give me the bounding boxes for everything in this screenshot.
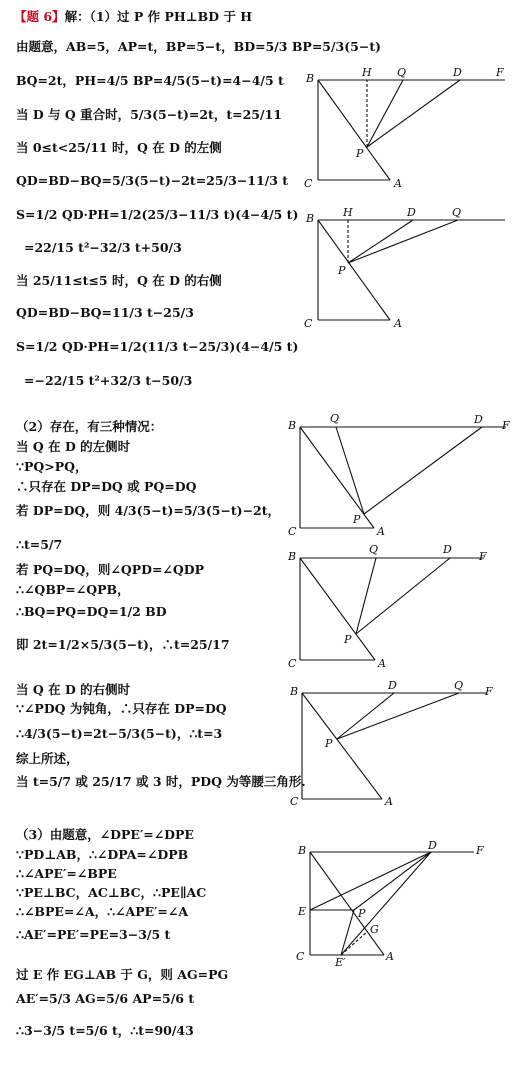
fig6-label-P: P bbox=[358, 907, 366, 920]
part2-line-10: 当 Q 在 D 的右侧时 bbox=[16, 682, 131, 697]
fig3-label-P: P bbox=[353, 513, 361, 526]
fig6-label-E: E bbox=[298, 905, 307, 918]
fig1-label-D: D bbox=[453, 66, 462, 79]
fig3-label-C: C bbox=[288, 525, 297, 538]
figure-2 bbox=[300, 200, 520, 335]
fig1-label-F: F bbox=[496, 66, 504, 79]
part2-line-11: ∵∠PDQ 为钝角，∴只存在 DP=DQ bbox=[16, 701, 227, 716]
fig2-label-A: A bbox=[394, 317, 402, 330]
fig4-label-D: D bbox=[443, 543, 452, 556]
part2-line-5: ∴t=5/7 bbox=[16, 537, 63, 552]
part3-line-6: 过 E 作 EG⊥AB 于 G，则 AG=PG bbox=[16, 967, 229, 982]
part2-line-3: ∴只存在 DP=DQ 或 PQ=DQ bbox=[16, 479, 197, 494]
part1-line-7: =22/15 t²−32/3 t+50/3 bbox=[24, 240, 182, 255]
part1-line-5: QD=BD−BQ=5/3(5−t)−2t=25/3−11/3 t bbox=[16, 173, 289, 188]
part3-line-8: ∴3−3/5 t=5/6 t，∴t=90/43 bbox=[16, 1023, 194, 1038]
part1-line-3: 当 D 与 Q 重合时，5/3(5−t)=2t，t=25/11 bbox=[16, 107, 282, 122]
fig5-label-P: P bbox=[325, 737, 333, 750]
part1-line-2: BQ=2t，PH=4/5 BP=4/5(5−t)=4−4/5 t bbox=[16, 73, 284, 88]
fig5-label-B: B bbox=[290, 685, 299, 698]
fig5-label-C: C bbox=[290, 795, 299, 808]
fig2-label-P: P bbox=[338, 264, 346, 277]
fig2-label-Q: Q bbox=[452, 206, 462, 219]
part3-line-1: ∵PD⊥AB，∴∠DPA=∠DPB bbox=[16, 847, 189, 862]
part1-line-10: S=1/2 QD·PH=1/2(11/3 t−25/3)(4−4/5 t) bbox=[16, 339, 299, 354]
fig3-label-F: F bbox=[502, 419, 510, 432]
part3-line-0: （3）由题意，∠DPE′=∠DPE bbox=[16, 827, 194, 842]
fig6-label-A: A bbox=[386, 950, 394, 963]
fig2-label-C: C bbox=[304, 317, 313, 330]
fig5-label-F: F bbox=[485, 685, 493, 698]
fig1-label-A: A bbox=[394, 177, 402, 190]
fig1-label-H: H bbox=[362, 66, 372, 79]
fig3-label-B: B bbox=[288, 419, 297, 432]
part3-line-2: ∴∠APE′=∠BPE bbox=[16, 866, 117, 881]
figure-2-svg bbox=[300, 200, 520, 335]
part2-line-0: （2）存在，有三种情况： bbox=[16, 419, 163, 434]
figure-4 bbox=[284, 540, 520, 675]
fig2-label-B: B bbox=[306, 212, 315, 225]
part1-line-8: 当 25/11≤t≤5 时，Q 在 D 的右侧 bbox=[16, 273, 222, 288]
fig6-label-D: D bbox=[428, 839, 437, 852]
part1-line-11: =−22/15 t²+32/3 t−50/3 bbox=[24, 373, 193, 388]
figure-3-svg bbox=[284, 408, 520, 543]
figure-6-svg bbox=[284, 835, 520, 970]
fig1-label-C: C bbox=[304, 177, 313, 190]
fig4-label-P: P bbox=[344, 633, 352, 646]
part2-line-13: 综上所述， bbox=[16, 751, 79, 766]
fig5-label-D: D bbox=[388, 679, 397, 692]
figure-6 bbox=[284, 835, 520, 970]
fig1-label-Q: Q bbox=[397, 66, 407, 79]
part2-line-12: ∴4/3(5−t)=2t−5/3(5−t)，∴t=3 bbox=[16, 726, 223, 741]
fig4-label-F: F bbox=[479, 550, 487, 563]
fig2-label-D: D bbox=[407, 206, 416, 219]
part3-line-7: AE′=5/3 AG=5/6 AP=5/6 t bbox=[16, 991, 195, 1006]
fig3-label-A: A bbox=[377, 525, 385, 538]
part3-line-4: ∴∠BPE=∠A，∴∠APE′=∠A bbox=[16, 904, 189, 919]
part1-line-9: QD=BD−BQ=11/3 t−25/3 bbox=[16, 305, 194, 320]
figure-1 bbox=[300, 60, 520, 195]
fig2-label-H: H bbox=[343, 206, 353, 219]
fig3-label-Q: Q bbox=[330, 412, 340, 425]
problem-header-line bbox=[14, 10, 252, 24]
figure-3 bbox=[284, 408, 520, 543]
part2-line-6: 若 PQ=DQ，则∠QPD=∠QDP bbox=[16, 562, 205, 577]
fig4-label-A: A bbox=[378, 657, 386, 670]
fig1-label-B: B bbox=[306, 72, 315, 85]
figure-4-svg bbox=[284, 540, 520, 675]
part2-line-8: ∴BQ=PQ=DQ=1/2 BD bbox=[16, 604, 167, 619]
fig4-label-Q: Q bbox=[369, 543, 379, 556]
fig5-label-Q: Q bbox=[454, 679, 464, 692]
figure-5-svg bbox=[284, 673, 520, 813]
fig6-label-B: B bbox=[298, 844, 307, 857]
part2-line-9: 即 2t=1/2×5/3(5−t)，∴t=25/17 bbox=[16, 637, 230, 652]
part2-line-1: 当 Q 在 D 的左侧时 bbox=[16, 439, 131, 454]
fig5-label-A: A bbox=[385, 795, 393, 808]
part2-line-4: 若 DP=DQ，则 4/3(5−t)=5/3(5−t)−2t， bbox=[16, 503, 281, 518]
fig1-label-P: P bbox=[356, 147, 364, 160]
part2-line-2: ∵PQ>PQ， bbox=[16, 459, 88, 474]
figure-1-svg bbox=[300, 60, 520, 195]
part2-line-14: 当 t=5/7 或 25/17 或 3 时，PDQ 为等腰三角形. bbox=[16, 774, 306, 789]
fig6-label-F: F bbox=[476, 844, 484, 857]
fig4-label-B: B bbox=[288, 550, 297, 563]
fig6-label-C: C bbox=[296, 950, 305, 963]
fig6-label-E-prime: E′ bbox=[335, 956, 346, 969]
problem-header: 【题 6】 bbox=[14, 9, 65, 24]
part1-line-0: 解：（1）过 P 作 PH⊥BD 于 H bbox=[64, 9, 253, 24]
part3-line-3: ∵PE⊥BC，AC⊥BC，∴PE∥AC bbox=[16, 885, 207, 900]
part2-line-7: ∴∠QBP=∠QPB， bbox=[16, 582, 130, 597]
fig3-label-D: D bbox=[474, 413, 483, 426]
part3-line-5: ∴AE′=PE′=PE=3−3/5 t bbox=[16, 927, 171, 942]
part1-line-4: 当 0≤t<25/11 时，Q 在 D 的左侧 bbox=[16, 140, 222, 155]
figure-5 bbox=[284, 673, 520, 813]
part1-line-1: 由题意，AB=5，AP=t，BP=5−t，BD=5/3 BP=5/3(5−t) bbox=[16, 39, 382, 54]
fig4-label-C: C bbox=[288, 657, 297, 670]
fig6-label-G: G bbox=[370, 923, 379, 936]
part1-line-6: S=1/2 QD·PH=1/2(25/3−11/3 t)(4−4/5 t) bbox=[16, 207, 299, 222]
